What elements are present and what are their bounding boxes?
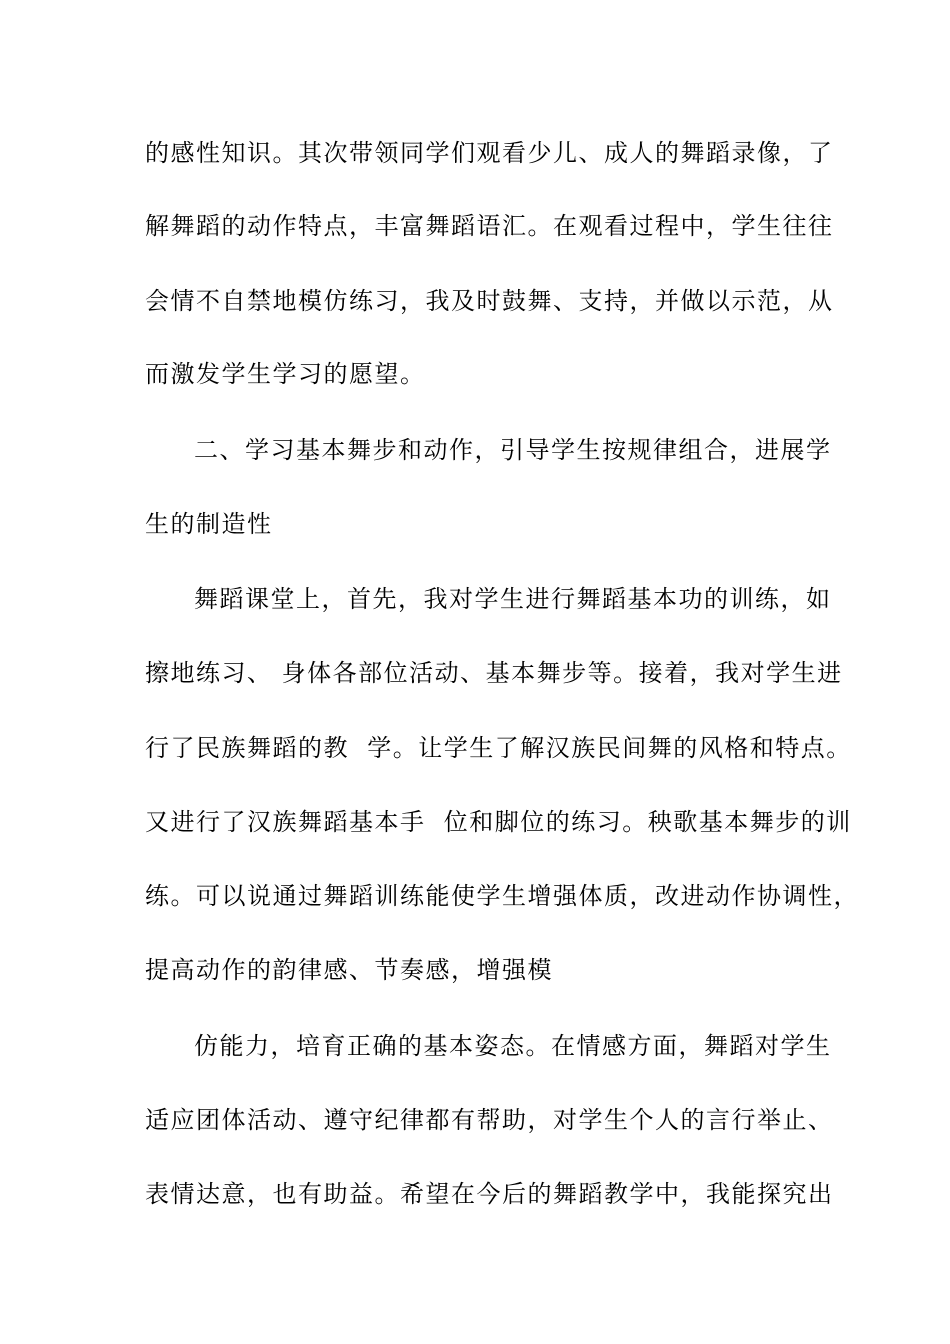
paragraph-first-line: 舞蹈课堂上，首先，我对学生进行舞蹈基本功的训练，如 [194,585,832,613]
section-heading: 二、学习基本舞步和动作，引导学生按规律组合，进展学 [194,436,832,464]
section-heading-continued: 生的制造性 [145,510,273,538]
text-line: 擦地练习、 身体各部位活动、基本舞步等。接着，我对学生进 [145,659,843,687]
text-line: 练。可以说通过舞蹈训练能使学生增强体质，改进动作协调性， [145,882,859,910]
text-line: 表情达意，也有助益。希望在今后的舞蹈教学中，我能探究出 [145,1180,834,1208]
text-line: 行了民族舞蹈的教 学。让学生了解汉族民间舞的风格和特点。 [145,734,852,762]
text-line: 提高动作的韵律感、节奏感，增强模 [145,956,553,984]
text-line: 而激发学生学习的愿望。 [145,360,426,388]
text-line: 解舞蹈的动作特点，丰富舞蹈语汇。在观看过程中，学生往往 [145,212,834,240]
text-line: 会情不自禁地模仿练习，我及时鼓舞、支持，并做以示范，从 [145,287,834,315]
text-line: 的感性知识。其次带领同学们观看少儿、成人的舞蹈录像，了 [145,139,834,167]
text-line: 又进行了汉族舞蹈基本手 位和脚位的练习。秧歌基本舞步的训 [145,808,852,836]
text-line: 适应团体活动、遵守纪律都有帮助，对学生个人的言行举止、 [145,1106,834,1134]
paragraph-first-line: 仿能力，培育正确的基本姿态。在情感方面，舞蹈对学生 [194,1032,832,1060]
